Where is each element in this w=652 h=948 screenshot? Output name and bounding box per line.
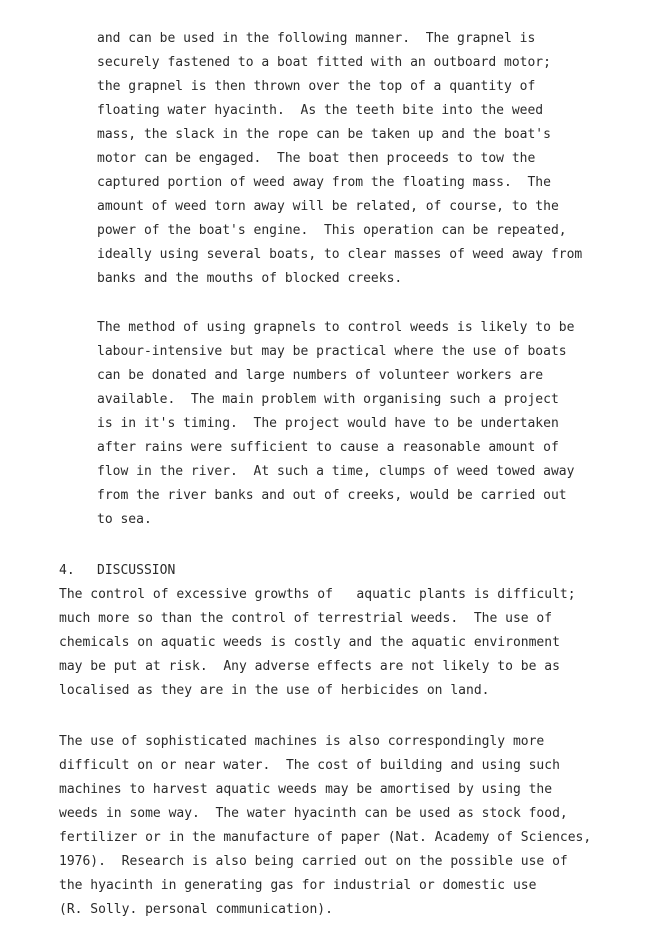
para3-line-5: localised as they are in the use of herbicides on land.: [59, 683, 490, 698]
para2-line-1: The method of using grapnels to control weeds is likely to be: [97, 320, 575, 335]
para2-line-3: can be donated and large numbers of volunteer workers are: [97, 368, 544, 383]
para3-line-2: much more so than the control of terrestrial weeds. The use of: [59, 611, 553, 626]
section-number: 4.: [59, 563, 75, 578]
para2-line-7: flow in the river. At such a time, clumps of weed towed away: [97, 464, 575, 479]
para3-line-3: chemicals on aquatic weeds is costly and the aquatic environment: [59, 635, 560, 650]
para1-line-6: motor can be engaged. The boat then proceeds to tow the: [97, 151, 536, 166]
para4-line-6: 1976). Research is also being carried out on the possible use of: [59, 854, 568, 869]
para4-line-5: fertilizer or in the manufacture of paper (Nat. Academy of Sciences,: [59, 830, 592, 845]
para2-line-5: is in it's timing. The project would have to be undertaken: [97, 416, 559, 431]
para4-line-8: (R. Solly. personal communication).: [59, 902, 333, 917]
para4-line-1: The use of sophisticated machines is also correspondingly more: [59, 734, 545, 749]
para3-line-4: may be put at risk. Any adverse effects are not likely to be as: [59, 659, 560, 674]
para1-line-8: amount of weed torn away will be related, of course, to the: [97, 199, 559, 214]
para1-line-9: power of the boat's engine. This operation can be repeated,: [97, 223, 567, 238]
para3-line-1: The control of excessive growths of aquatic plants is difficult;: [59, 587, 576, 602]
para2-line-6: after rains were sufficient to cause a reasonable amount of: [97, 440, 559, 455]
para4-line-3: machines to harvest aquatic weeds may be amortised by using the: [59, 782, 553, 797]
para1-line-10: ideally using several boats, to clear masses of weed away from: [97, 247, 583, 262]
para1-line-11: banks and the mouths of blocked creeks.: [97, 271, 403, 286]
para2-line-8: from the river banks and out of creeks, would be carried out: [97, 488, 567, 503]
para2-line-2: labour-intensive but may be practical where the use of boats: [97, 344, 567, 359]
para1-line-1: and can be used in the following manner. The grapnel is: [97, 31, 536, 46]
para4-line-2: difficult on or near water. The cost of building and using such: [59, 758, 560, 773]
para2-line-4: available. The main problem with organising such a project: [97, 392, 559, 407]
para2-line-9: to sea.: [97, 512, 152, 527]
para1-line-4: floating water hyacinth. As the teeth bite into the weed: [97, 103, 544, 118]
section-title: DISCUSSION: [97, 563, 176, 578]
para4-line-4: weeds in some way. The water hyacinth can be used as stock food,: [59, 806, 568, 821]
para1-line-5: mass, the slack in the rope can be taken up and the boat's: [97, 127, 551, 142]
para1-line-7: captured portion of weed away from the floating mass. The: [97, 175, 551, 190]
para4-line-7: the hyacinth in generating gas for industrial or domestic use: [59, 878, 537, 893]
para1-line-2: securely fastened to a boat fitted with an outboard motor;: [97, 55, 551, 70]
para1-line-3: the grapnel is then thrown over the top of a quantity of: [97, 79, 536, 94]
